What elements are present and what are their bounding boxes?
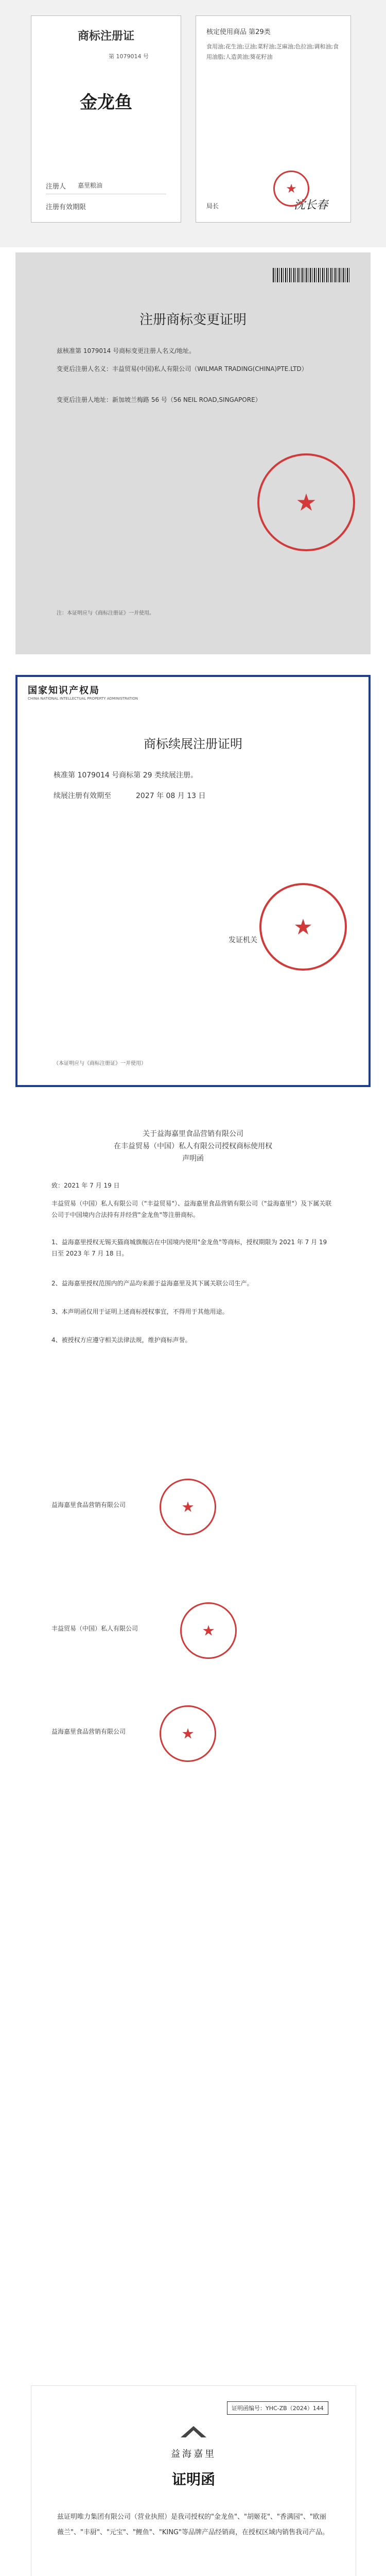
proof-brand: 益海嘉里 [171,2449,216,2460]
letter-para-5: 4、被授权方应遵守相关法律法规，维护商标声誉。 [51,1336,191,1344]
goods-items: 食用油;花生油;豆油;菜籽油;芝麻油;色拉油;调和油;食用油脂;人造黄油;葵花籽油 [206,43,339,60]
certificate-change-page [15,252,371,654]
letter-date: 致：2021 年 7 月 19 日 [51,1182,120,1189]
sign-label: 局长 [206,202,219,210]
letter-title: 关于益海嘉里食品营销有限公司 [143,1130,243,1138]
change-body-line-2: 变更后注册人名义：丰益贸易(中国)私人有限公司（WILMAR TRADING(CHINA)PTE.LTD） [57,365,308,372]
brand-logo-text: 金龙鱼 [80,92,132,113]
seal-star-icon: ★ [293,914,313,940]
barcode [273,268,350,282]
change-title: 注册商标变更证明 [139,312,247,328]
letter-seal-1 [160,1479,216,1535]
proof-title: 证明函 [171,2471,215,2488]
header-english: CHINA NATIONAL INTELLECTUAL PROPERTY ADMINISTRATION [28,697,138,701]
issuer-label: 发证机关 [229,936,257,944]
renewal-line-2-value: 2027 年 08 月 13 日 [136,792,206,800]
right-title: 核定使用商品 第29类 [206,28,271,36]
change-body-line-3: 变更后注册人地址：新加坡兰梅路 56 号（56 NEIL ROAD,SINGAPORE） [57,396,261,403]
seal-star-icon: ★ [202,1622,215,1639]
letter-seal-3 [160,1705,216,1762]
seal-star-icon: ★ [181,1498,195,1516]
letter-para-3: 2、益海嘉里授权范围内的产品均来源于益海嘉里及其下属关联公司生产。 [51,1280,253,1287]
renewal-title: 商标续展注册证明 [144,737,242,751]
change-footer-note: 注：本证明应与《商标注册证》一并使用。 [57,611,154,616]
change-body-line-1: 兹核准第 1079014 号商标变更注册人名义/地址。 [57,347,196,354]
seal-star-icon: ★ [295,488,317,516]
letter-para-1: 丰益贸易（中国）私人有限公司（"丰益贸易"）、益海嘉里食品营销有限公司（"益海嘉里"）及下属关联公司于中国境内合法持有并经营"金龙鱼"等注册商标。 [51,1200,332,1218]
letter-para-4: 3、本声明函仅用于证明上述商标授权事宜，不得用于其他用途。 [51,1308,229,1315]
proof-doc-number: 证明函编号：YHC-ZB（2024）144 [227,2401,328,2415]
certificate-registration-page [0,0,386,247]
owner-value: 嘉里粮油 [78,182,103,189]
change-official-seal [257,453,355,551]
owner-label: 注册人 [46,183,66,191]
signature-block-2: 丰益贸易（中国）私人有限公司 [51,1625,138,1632]
authorization-letter-page [15,1108,371,1984]
proof-letter-page [31,2385,356,2576]
renewal-line-1: 核准第 1079014 号商标第 29 类续展注册。 [54,771,198,779]
official-seal [273,171,309,207]
brand-mark-icon [178,2422,209,2443]
period-label: 注册有效期限 [46,204,86,211]
certificate-renewal-page [15,675,371,1087]
letter-subtitle-2: 声明函 [182,1155,204,1163]
cert-left-panel [31,15,181,223]
director-signature: 沈长春 [294,199,328,212]
signature-block-1: 益海嘉里食品营销有限公司 [51,1501,126,1509]
seal-star-icon: ★ [286,181,297,196]
left-title: 商标注册证 [77,29,134,43]
renewal-line-2-label: 续展注册有效期至 [54,792,111,800]
renewal-official-seal [259,883,347,971]
registration-number: 第 1079014 号 [109,53,149,60]
proof-body: 兹证明唯力集团有限公司（营业执照）是我司授权的"金龙鱼"、"胡姬花"、"香满园"、"欧丽薇兰"、"丰厨"、"元宝"、"鲤鱼"、"KING"等品牌产品经销商，在授权区域内销售我司产品。 [57,2513,329,2536]
letter-para-2: 1、益海嘉里授权无锡天猫商城旗舰店在中国境内使用"金龙鱼"等商标，授权期限为 2021 年 7 月 19 日至 2023 年 7 月 18 日。 [51,1239,327,1257]
cert-right-panel [196,15,351,223]
seal-star-icon: ★ [181,1725,195,1742]
letter-seal-2 [180,1602,237,1659]
header-logo: 国家知识产权局 [28,685,100,696]
renewal-footer-note: （本证明应与《商标注册证》一并使用） [54,1061,146,1066]
letter-subtitle: 在丰益贸易（中国）私人有限公司授权商标使用权 [114,1142,272,1150]
signature-block-3: 益海嘉里食品营销有限公司 [51,1728,126,1735]
